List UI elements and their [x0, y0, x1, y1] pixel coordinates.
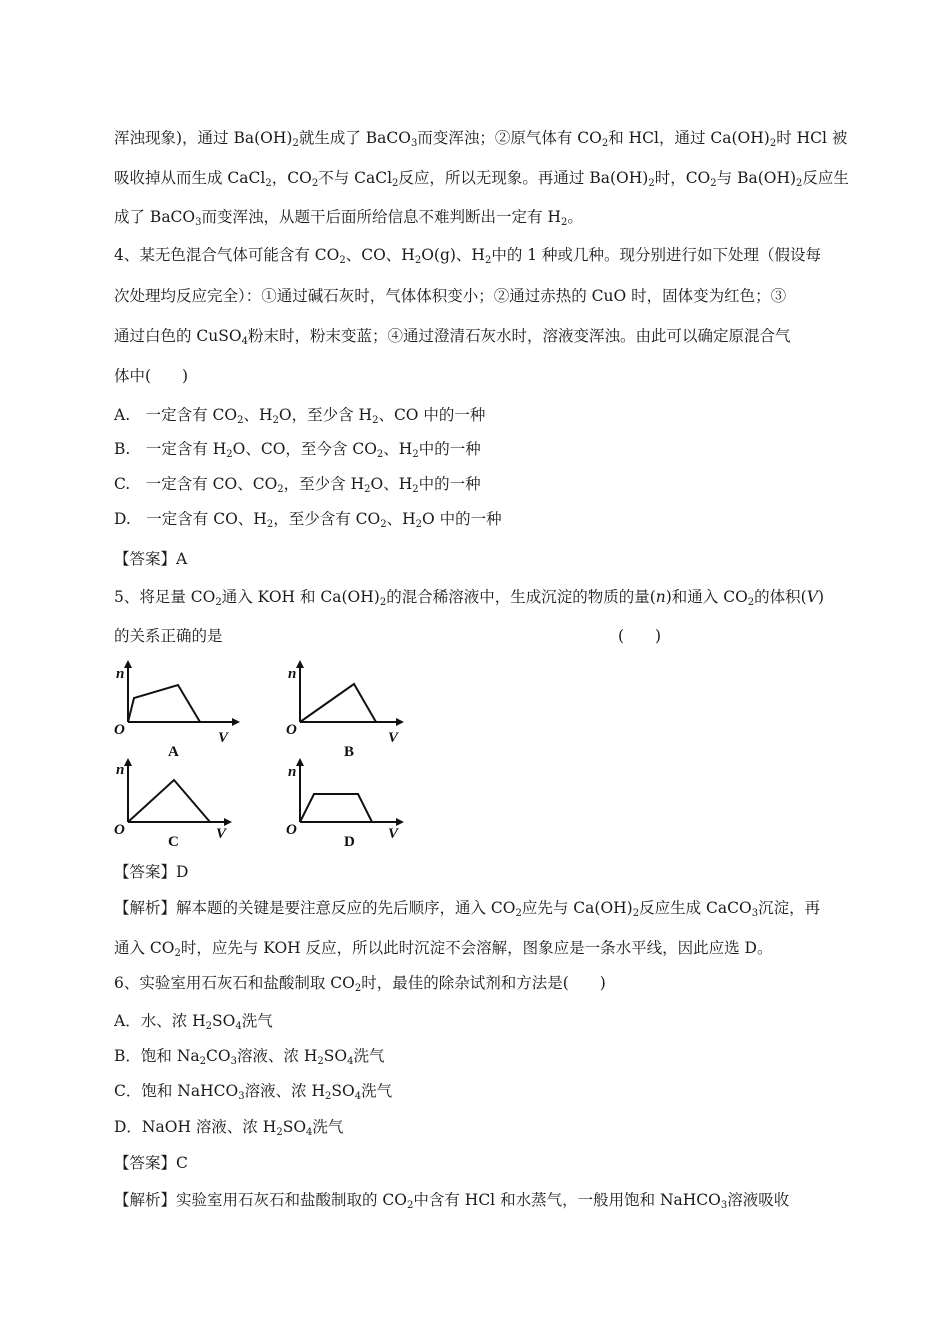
x-axis-arrow-icon	[224, 818, 232, 826]
y-axis-arrow-icon	[296, 758, 304, 766]
q4-option-a: A. 一定含有 $CO_2$、$H_2O$，至少含 $H_2$、CO 中的一种	[114, 406, 486, 426]
x-axis-arrow-icon	[396, 818, 404, 826]
q4-option-d: D. 一定含有 CO、$H_2$，至少含有 $CO_2$、$H_2O$ 中的一种	[114, 510, 502, 530]
q6-explanation-line-1: 【解析】实验室用石灰石和盐酸制取的 $CO_2$中含有 HCl 和水蒸气，一般用饱和 NaHCO$_3$溶液吸收	[114, 1191, 790, 1211]
q5-stem-line-2: 的关系正确的是	[114, 627, 223, 645]
q4-option-c: C. 一定含有 CO、$CO_2$，至少含 $H_2O$、$H_2$中的一种	[114, 475, 481, 495]
q4-stem-line-4: 体中( )	[114, 367, 189, 385]
q5-explanation-line-1: 【解析】解本题的关键是要注意反应的先后顺序，通入 $CO_2$应先与 $Ca(OH)_2$反应生成 CaCO$_3$沉淀，再	[114, 899, 821, 919]
q6-option-c: C．饱和 NaHCO$_3$溶液、浓 $H_2SO_4$洗气	[114, 1082, 393, 1102]
q5-explanation-line-2: 通入 $CO_2$时，应先与 KOH 反应，所以此时沉淀不会溶解，图象应是一条水平线，因此应选 D。	[114, 939, 773, 959]
graph-label: C	[168, 834, 179, 850]
q5-answer-paren: ( )	[618, 627, 662, 645]
y-axis-arrow-icon	[124, 758, 132, 766]
axis-label-v: V	[218, 730, 229, 746]
graph-c-curve	[128, 780, 210, 822]
prev-explanation-line-3: 成了 BaCO$_3$而变浑浊，从题干后面所给信息不难判断出一定有 $H_2$。	[114, 208, 583, 228]
x-axis-arrow-icon	[232, 718, 240, 726]
axis-label-v: V	[216, 826, 227, 842]
axis-label-v: V	[388, 730, 399, 746]
graph-a	[112, 658, 242, 762]
graph-d-curve	[300, 794, 372, 822]
axis-label-v: V	[388, 826, 399, 842]
q4-answer: 【答案】A	[114, 550, 188, 568]
q6-option-d: D．NaOH 溶液、浓 $H_2SO_4$洗气	[114, 1118, 344, 1138]
axis-label-n: n	[116, 666, 125, 682]
q6-answer: 【答案】C	[114, 1154, 188, 1172]
graph-a-curve	[128, 685, 200, 722]
graph-d	[284, 754, 414, 858]
q5-answer: 【答案】D	[114, 863, 189, 881]
graph-label: A	[168, 744, 179, 760]
prev-explanation-line-2: 吸收掉从而生成 CaCl$_2$，$CO_2$不与 CaCl$_2$反应，所以无现象。再通过 $Ba(OH)_2$时，$CO_2$与 $Ba(OH)_2$反应生	[114, 169, 849, 189]
graph-label: B	[344, 744, 355, 760]
axis-label-n: n	[288, 764, 297, 780]
graph-b-curve	[300, 684, 376, 722]
q6-option-b: B．饱和 $Na_2CO_3$溶液、浓 $H_2SO_4$洗气	[114, 1047, 385, 1067]
graph-c	[112, 754, 242, 858]
origin-label: O	[114, 822, 125, 838]
graph-b	[284, 658, 414, 762]
origin-label: O	[286, 822, 297, 838]
q4-stem-line-2: 次处理均反应完全）：①通过碱石灰时，气体体积变小；②通过赤热的 CuO 时，固体变为红色；③	[114, 287, 787, 305]
q4-stem-line-1: 4、某无色混合气体可能含有 $CO_2$、CO、$H_2O(g)$、$H_2$中的 1 种或几种。现分别进行如下处理（假设每	[114, 246, 822, 266]
axis-label-n: n	[116, 762, 125, 778]
axis-label-n: n	[288, 666, 297, 682]
graph-label: D	[344, 834, 355, 850]
origin-label: O	[114, 722, 125, 738]
y-axis-arrow-icon	[124, 660, 132, 668]
q6-stem: 6、实验室用石灰石和盐酸制取 $CO_2$时，最佳的除杂试剂和方法是( )	[114, 974, 606, 994]
prev-explanation-line-1: 浑浊现象)，通过 $Ba(OH)_2$就生成了 BaCO$_3$而变浑浊；②原气体有 $CO_2$和 HCl，通过 $Ca(OH)_2$时 HCl 被	[114, 129, 848, 149]
q6-option-a: A．水、浓 $H_2SO_4$洗气	[114, 1012, 273, 1032]
x-axis-arrow-icon	[396, 718, 404, 726]
y-axis-arrow-icon	[296, 660, 304, 668]
origin-label: O	[286, 722, 297, 738]
q4-stem-line-3: 通过白色的 CuSO$_4$粉末时，粉末变蓝；④通过澄清石灰水时，溶液变浑浊。由此可以确定原混合气	[114, 327, 791, 347]
q4-option-b: B. 一定含有 $H_2O$、CO，至今含 $CO_2$、$H_2$中的一种	[114, 440, 481, 460]
q5-stem-line-1: 5、将足量 $CO_2$通入 KOH 和 $Ca(OH)_2$的混合稀溶液中，生成沉淀的物质的量(n)和通入 $CO_2$的体积(V)	[114, 588, 824, 608]
